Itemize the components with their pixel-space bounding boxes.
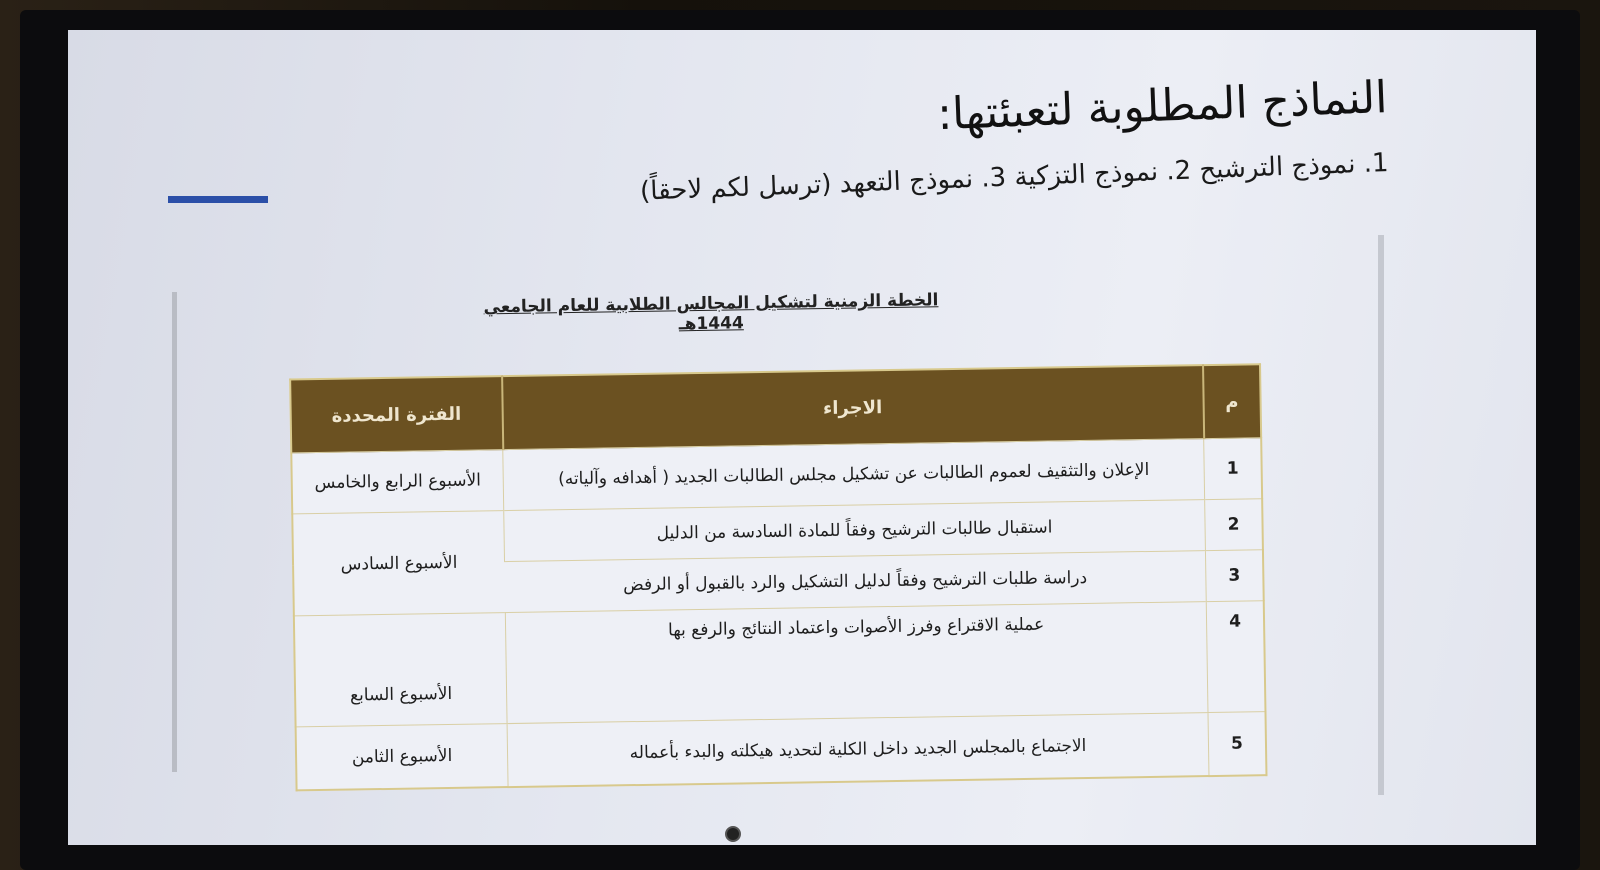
row-period: الأسبوع السابع: [294, 613, 507, 727]
monitor-screen: [68, 30, 1536, 845]
header-action: الاجراء: [502, 365, 1204, 450]
slide-subtitle: 1. نموذج الترشيح 2. نموذج التزكية 3. نموذج التعهد (ترسل لكم لاحقاً): [639, 148, 1390, 207]
header-number: م: [1203, 364, 1262, 438]
schedule-table: [289, 363, 1267, 791]
row-number: 3: [1205, 550, 1263, 602]
header-period: الفترة المحددة: [290, 376, 503, 453]
row-period: الأسبوع الثامن: [296, 724, 508, 791]
row-number: 2: [1205, 499, 1263, 551]
row-action: الإعلان والتثقيف لعموم الطالبات عن تشكيل مجلس الطالبات الجديد ( أهدافه وآلياته): [503, 439, 1205, 511]
row-number: 4: [1206, 601, 1265, 713]
slide-nav-dot-icon[interactable]: [725, 826, 741, 842]
row-period: الأسبوع الرابع والخامس: [291, 450, 503, 514]
slide-title: النماذج المطلوبة لتعبئتها:: [936, 72, 1388, 141]
row-action: عملية الاقتراع وفرز الأصوات واعتماد النتائج والرفع بها: [505, 602, 1208, 724]
row-action: دراسة طلبات الترشيح وفقاً لدليل التشكيل والرد بالقبول أو الرفض: [505, 551, 1207, 613]
table-row: [294, 601, 1266, 727]
row-period: الأسبوع السادس: [292, 511, 505, 616]
row-number: 1: [1204, 438, 1262, 500]
embedded-document: [68, 30, 1536, 845]
row-action: استقبال طالبات الترشيح وفقاً للمادة السادسة من الدليل: [504, 500, 1206, 562]
row-action: الاجتماع بالمجلس الجديد داخل الكلية لتحديد هيكلته والبدء بأعماله: [507, 713, 1209, 788]
row-number: 5: [1208, 712, 1266, 776]
document-title: الخطة الزمنية لتشكيل المجالس الطلابية للعام الجامعي 1444هـ: [483, 290, 939, 335]
